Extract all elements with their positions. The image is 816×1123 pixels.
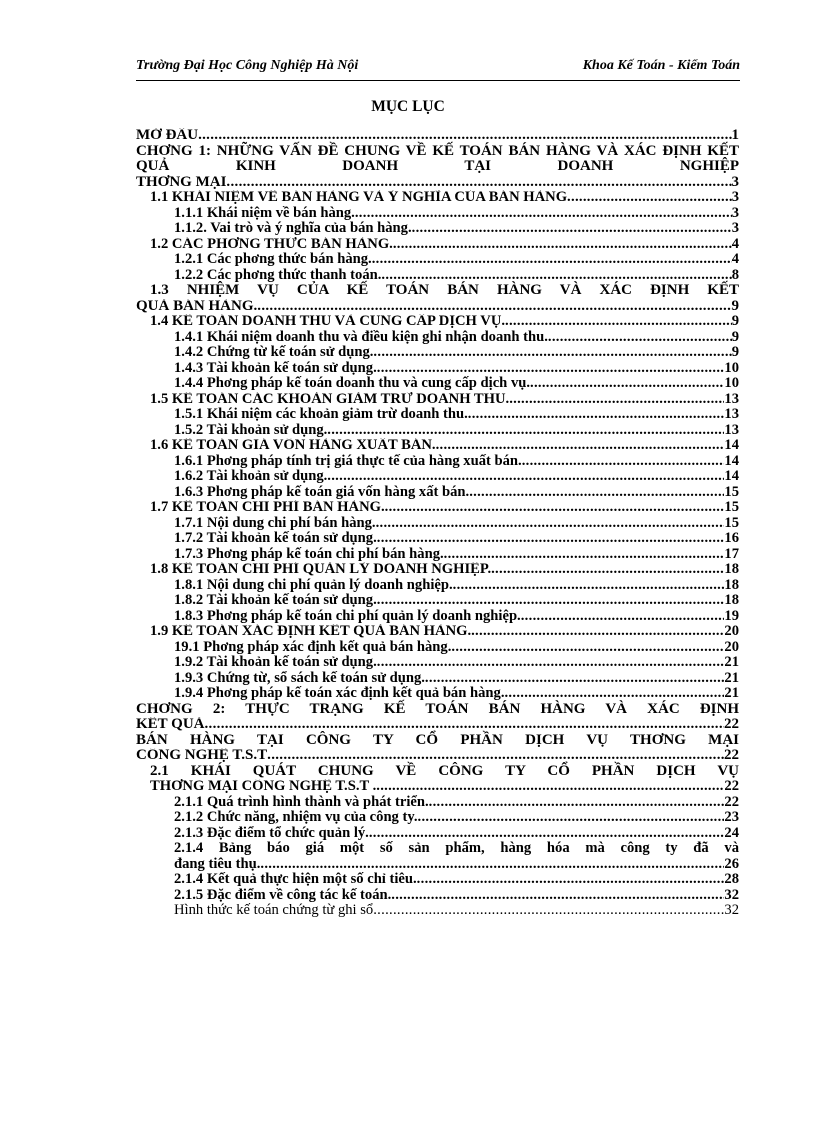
toc-entry[interactable]: 1.8.1 Nội dung chi phí quản lý doanh nghiệp. ..... 18 bbox=[136, 578, 739, 594]
toc-entry[interactable]: 1.5.1 Khái niệm các khoản giảm trừ doanh thu. ..... 13 bbox=[136, 407, 739, 423]
toc-entry-cont[interactable]: QUẢ BÁN HÀNG. ..... 9 bbox=[136, 299, 739, 315]
toc-entry[interactable]: 19.1 Phơng pháp xác định kết quả bán hàng. ..... 20 bbox=[136, 640, 739, 656]
toc-entry[interactable]: 1.7.2 Tài khoản kế toán sử dụng. ..... 16 bbox=[136, 531, 739, 547]
toc-entry-2-1[interactable]: 2.1 KHÁI QUÁT CHUNG VỀ CÔNG TY CỔ PHẦN DỊCH VỤ bbox=[150, 762, 739, 779]
toc-entry[interactable]: Hình thức kế toán chứng từ ghi sổ ..... 32 bbox=[136, 903, 739, 919]
page-title: MỤC LỤC bbox=[371, 98, 445, 115]
toc-entry-chapter-2[interactable]: CHƠNG 2: THỰC TRẠNG KẾ TOÁN BÁN HÀNG VÀ XÁC ĐỊNH bbox=[136, 700, 739, 717]
toc-entry[interactable]: 1.6.3 Phơng pháp kế toán giá vốn hàng xất bán. ..... 15 bbox=[136, 485, 739, 501]
toc-entry-cont[interactable]: KẾT QUẢ ..... 22 bbox=[136, 717, 739, 733]
toc-entry[interactable]: 1.7.1 Nội dung chi phí bán hàng. ..... 15 bbox=[136, 516, 739, 532]
toc-entry[interactable]: 1.5.2 Tài khoản sử dụng. ..... 13 bbox=[136, 423, 739, 439]
toc-entry[interactable]: 2.1.5 Đặc điểm về công tác kế toán. ..... 32 bbox=[136, 888, 739, 904]
toc-entry[interactable]: 1.5 KẾ TOÁN CÁC KHOẢN GIẢM TRỪ DOANH THU. ..... 13 bbox=[136, 392, 739, 408]
toc-entry[interactable]: 1.1 KHÁI NIỆM VỀ BÁN HÀNG VÀ Ý NGHĨA CỦA BÁN HÀNG ..... 3 bbox=[136, 190, 739, 206]
toc-entry[interactable]: 1.2.1 Các phơng thức bán hàng. ..... 4 bbox=[136, 252, 739, 268]
toc-entry[interactable]: 2.1.3 Đặc điểm tổ chức quản lý. ..... 24 bbox=[136, 826, 739, 842]
toc-entry-cont[interactable]: đang tiêu thụ. ..... 26 bbox=[136, 857, 739, 873]
toc-entry-chapter-2-line-2[interactable]: BÁN HÀNG TẠI CÔNG TY CỔ PHẦN DỊCH VỤ THƠNG MẠI bbox=[136, 731, 739, 748]
toc-entry[interactable]: 2.1.2 Chức năng, nhiệm vụ của công ty. ..... 23 bbox=[136, 810, 739, 826]
toc-entry[interactable]: 1.1.2. Vai trò và ý nghĩa của bán hàng. ..... 3 bbox=[136, 221, 739, 237]
toc-entry[interactable]: 1.9.2 Tài khoản kế toán sử dụng. ..... 21 bbox=[136, 655, 739, 671]
toc-entry[interactable]: 1.9.4 Phơng pháp kế toán xác định kết quả bán hàng. ..... 21 bbox=[136, 686, 739, 702]
header-faculty: Khoa Kế Toán - Kiểm Toán bbox=[582, 58, 740, 73]
toc-entry[interactable]: 1.8.2 Tài khoản kế toán sử dụng. ..... 18 bbox=[136, 593, 739, 609]
toc-entry[interactable]: 1.6 KẾ TOÁN GIÁ VỐN HÀNG XUẤT BÁN. ..... 14 bbox=[136, 438, 739, 454]
toc-entry[interactable]: 1.4.2 Chứng từ kế toán sử dụng. ..... 9 bbox=[136, 345, 739, 361]
toc-entry[interactable]: 1.4.4 Phơng pháp kế toán doanh thu và cung cấp dịch vụ. ..... 10 bbox=[136, 376, 739, 392]
toc-entry[interactable]: 1.1.1 Khái niệm về bán hàng. ..... 3 bbox=[136, 206, 739, 222]
toc-entry-cont[interactable]: THƠNG MẠI ..... 3 bbox=[136, 175, 739, 191]
page-header bbox=[136, 58, 740, 81]
toc-entry[interactable]: 1.7.3 Phơng pháp kế toán chi phí bán hàng. ..... 17 bbox=[136, 547, 739, 563]
toc-entry[interactable]: 1.8 KẾ TOÁN CHI PHÍ QUẢN LÝ DOANH NGHIỆP. ..... 18 bbox=[136, 562, 739, 578]
toc-entry[interactable]: 1.6.1 Phơng pháp tính trị giá thực tế của hàng xuất bán. ..... 14 bbox=[136, 454, 739, 470]
toc-entry[interactable]: 1.8.3 Phơng pháp kế toán chi phí quản lý doanh nghiệp. ..... 19 bbox=[136, 609, 739, 625]
toc-entry[interactable]: 1.7 KẾ TOÁN CHI PHÍ BÁN HÀNG. ..... 15 bbox=[136, 500, 739, 516]
toc-entry-1-3[interactable]: 1.3 NHIỆM VỤ CỦA KẾ TOÁN BÁN HÀNG VÀ XÁC ĐỊNH KẾT bbox=[150, 282, 739, 298]
table-of-contents bbox=[136, 128, 739, 919]
toc-entry-2-1-4[interactable]: 2.1.4 Bảng báo giá một số sản phẩm, hàng hóa mà công ty đã và bbox=[174, 840, 739, 856]
toc-entry[interactable]: 2.1.4 Kết quả thực hiện một số chỉ tiêu. ..... 28 bbox=[136, 872, 739, 888]
header-school: Trường Đại Học Công Nghiệp Hà Nội bbox=[136, 58, 359, 73]
toc-entry[interactable]: 1.9 KẾ TOÁN XÁC ĐỊNH KẾT QUẢ BÁN HÀNG. ..... 20 bbox=[136, 624, 739, 640]
toc-entry[interactable]: 1.2.2 Các phơng thức thanh toán. ..... 8 bbox=[136, 268, 739, 284]
toc-entry[interactable]: 1.4 KẾ TOÁN DOANH THU VÀ CUNG CẤP DỊCH VỤ. ..... 9 bbox=[136, 314, 739, 330]
toc-entry[interactable]: 2.1.1 Quá trình hình thành và phát triển. ..... 22 bbox=[136, 795, 739, 811]
toc-entry[interactable]: 1.6.2 Tài khoản sử dụng. ..... 14 bbox=[136, 469, 739, 485]
toc-entry-chapter-1[interactable]: CHƠNG 1: NHỮNG VẤN ĐỀ CHUNG VỀ KẾ TOÁN BÁN HÀNG VÀ XÁC ĐỊNH KẾT QUẢ KINH DOANH TẠI DOANH NGHIỆP bbox=[136, 142, 739, 174]
toc-entry-cont[interactable]: CÔNG NGHỆ T.S.T ..... 22 bbox=[136, 748, 739, 764]
toc-entry[interactable]: 1.9.3 Chứng từ, sổ sách kế toán sử dụng. ..... 21 bbox=[136, 671, 739, 687]
toc-entry[interactable]: 1.4.3 Tài khoản kế toán sử dụng. ..... 10 bbox=[136, 361, 739, 377]
toc-entry[interactable]: MỞ ĐẦU ..... 1 bbox=[136, 128, 739, 144]
toc-entry[interactable]: 1.4.1 Khái niệm doanh thu và điều kiện ghi nhận doanh thu. ..... 9 bbox=[136, 330, 739, 346]
toc-entry[interactable]: 1.2 CÁC PHƠNG THỨC BÁN HÀNG. ..... 4 bbox=[136, 237, 739, 253]
toc-entry-cont[interactable]: THƠNG MẠI CÔNG NGHỆ T.S.T . ..... 22 bbox=[136, 779, 739, 795]
